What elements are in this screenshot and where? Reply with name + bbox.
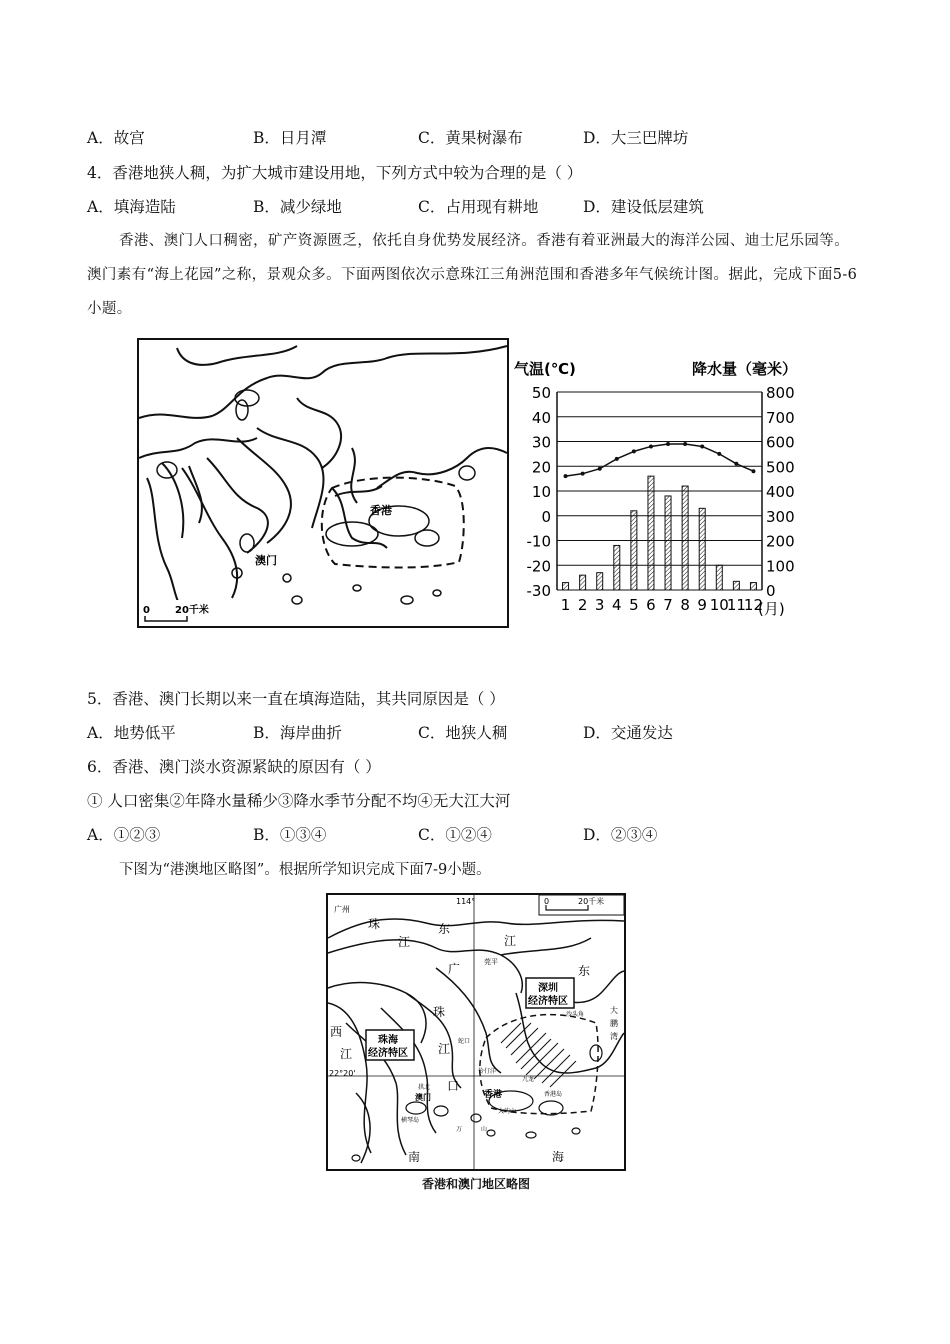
map2-char-dong1: 东 — [438, 922, 451, 936]
q5-option-d[interactable]: D．交通发达 — [583, 724, 673, 742]
map2-label-macau: 澳门 — [415, 1093, 431, 1102]
chart-temp-point — [700, 444, 704, 448]
chart-temp-point — [632, 449, 636, 453]
map2-label-lantau: 大屿山 — [498, 1108, 517, 1115]
q5-option-b[interactable]: B．海岸曲折 — [253, 724, 342, 742]
map2-scale-zero: 0 — [544, 897, 550, 906]
chart-y-right-tick: 800 — [766, 384, 795, 402]
map2-char-jiang4: 江 — [340, 1047, 353, 1061]
chart-y-right-tick: 700 — [766, 408, 795, 427]
q5-stem: 5．香港、澳门长期以来一直在填海造陆，其共同原因是（ ） — [87, 690, 505, 708]
q6-items: ① 人口密集②年降水量稀少③降水季节分配不均④无大江大河 — [87, 792, 511, 810]
chart-y-left-tick: -10 — [526, 532, 551, 551]
chart-y-right-label: 降水量（毫米） — [692, 360, 798, 378]
map2-label-hk-island: 香港岛 — [544, 1091, 563, 1098]
q6-option-d[interactable]: D．②③④ — [583, 826, 658, 844]
chart-precip-bar — [580, 575, 586, 590]
map2-char-zhu1: 珠 — [368, 917, 381, 931]
chart-y-left-tick: 30 — [531, 433, 551, 452]
map2-scale-label: 20千米 — [578, 897, 605, 906]
q4-option-b[interactable]: B．减少绿地 — [253, 198, 342, 216]
chart-temp-point — [649, 444, 653, 448]
chart-temp-polyline — [566, 444, 754, 476]
chart-precip-bar — [614, 545, 620, 590]
pearl-river-delta-map — [137, 338, 509, 628]
chart-x-tick: 3 — [594, 596, 605, 614]
chart-y-left-tick: 0 — [541, 507, 551, 526]
chart-x-tick: 10 — [709, 596, 729, 614]
map2-label-guangzhou: 广州 — [334, 905, 350, 914]
chart-x-tick: 8 — [680, 596, 690, 614]
map2-label-shekou: 蛇口 — [458, 1038, 471, 1045]
chart-y-right-tick: 600 — [766, 433, 795, 452]
chart-x-unit: (月) — [758, 600, 785, 618]
chart-y-right-tick: 0 — [766, 582, 776, 600]
q4-option-a[interactable]: A．填海造陆 — [87, 198, 176, 216]
map2-caption: 香港和澳门地区略图 — [421, 1177, 530, 1191]
chart-x-tick: 4 — [612, 596, 622, 614]
q3-option-d[interactable]: D．大三巴牌坊 — [583, 129, 689, 147]
q6-option-b[interactable]: B．①③④ — [253, 826, 327, 844]
chart-precip-bar — [733, 581, 739, 590]
q4-option-c[interactable]: C．占用现有耕地 — [418, 198, 539, 216]
chart-y-left-tick: 20 — [531, 458, 551, 477]
chart-grid — [557, 392, 762, 590]
chart-precip-bar — [682, 486, 688, 590]
map2-char-jiang1: 江 — [398, 935, 411, 949]
map2-label-dongguan: 莞平 — [484, 958, 498, 966]
q6-option-a[interactable]: A．①②③ — [87, 826, 161, 844]
chart-precip-bar — [563, 583, 569, 590]
q4-option-d[interactable]: D．建设低层建筑 — [583, 198, 704, 216]
map2-char-kou: 口 — [447, 1079, 460, 1093]
chart-y-left-tick: -30 — [526, 582, 551, 600]
map2-char-dong2: 东 — [578, 964, 591, 978]
map1-scale-zero: 0 — [143, 605, 150, 616]
chart-temp-point — [598, 467, 602, 471]
hk-macau-map — [326, 893, 626, 1171]
map2-label-gongbei: 拱北 — [418, 1084, 431, 1091]
map2-char-da: 大 — [610, 1006, 618, 1015]
intro-7-9: 下图为“港澳地区略图”。根据所学知识完成下面7-9小题。 — [119, 862, 491, 878]
q3-option-a[interactable]: A．故宫 — [87, 129, 145, 147]
chart-x-tick: 12 — [743, 596, 764, 614]
map1-label-macau: 澳门 — [255, 554, 277, 567]
map2-label-hengqin: 横琴岛 — [401, 1117, 420, 1124]
chart-y-right-tick: 300 — [766, 507, 795, 526]
map2-shenzhen-line2: 经济特区 — [528, 996, 568, 1007]
chart-precip-bar — [699, 508, 705, 590]
map2-label-kowloon: 九龙 — [522, 1076, 535, 1083]
map2-char-peng: 鹏 — [610, 1019, 618, 1028]
map2-char-xi: 西 — [330, 1025, 343, 1039]
chart-x-tick: 11 — [726, 596, 746, 614]
chart-y-left-tick: -20 — [526, 557, 551, 576]
chart-x-tick: 9 — [697, 596, 707, 614]
q5-option-c[interactable]: C．地狭人稠 — [418, 724, 508, 742]
chart-x-tick: 5 — [629, 596, 639, 614]
q3-option-c[interactable]: C．黄果树瀑布 — [418, 129, 523, 147]
map1-scale-label: 20千米 — [175, 605, 209, 616]
chart-y-right-tick: 500 — [766, 458, 795, 477]
chart-precip-bars — [563, 476, 757, 590]
map2-char-wan: 湾 — [610, 1032, 618, 1041]
hongkong-climate-chart — [512, 352, 830, 620]
q5-option-a[interactable]: A．地势低平 — [87, 724, 176, 742]
intro-5-6: 香港、澳门人口稠密，矿产资源匮乏，依托自身优势发展经济。香港有着亚洲最大的海洋公园、迪士尼乐园等。澳门素有“海上花园”之称，景观众多。下面两图依次示意珠江三角洲范围和香港多年气候统计图。据此，完成下面5-6小题。 — [87, 233, 858, 317]
chart-temp-point — [615, 457, 619, 461]
map2-label-shatoujiao: 沙头角 — [566, 1011, 585, 1018]
chart-temp-point — [564, 474, 568, 478]
chart-y-right-tick: 400 — [766, 483, 795, 501]
chart-temp-point — [717, 452, 721, 456]
map2-char-nan: 南 — [408, 1150, 421, 1164]
chart-precip-bar — [631, 511, 637, 590]
chart-temp-line — [564, 442, 756, 478]
chart-temp-point — [581, 472, 585, 476]
chart-precip-bar — [665, 496, 671, 590]
chart-x-tick: 7 — [663, 596, 673, 614]
chart-precip-bar — [597, 573, 603, 590]
map2-label-lon: 114° — [456, 897, 476, 906]
q3-option-b[interactable]: B．日月潭 — [253, 129, 327, 147]
map2-label-lingdingyang: 伶仃洋 — [478, 1068, 497, 1075]
map2-zhuhai-line1: 珠海 — [378, 1035, 398, 1046]
map2-label-shan: 山 — [481, 1126, 488, 1133]
chart-temp-point — [734, 462, 738, 466]
map2-char-jiang3: 江 — [438, 1042, 451, 1056]
chart-y-left-label: 气温(℃) — [514, 360, 576, 378]
q6-stem: 6．香港、澳门淡水资源紧缺的原因有（ ） — [87, 758, 381, 776]
map2-label-hongkong: 香港 — [484, 1090, 503, 1100]
chart-ticks — [527, 384, 795, 614]
map2-char-guang: 广 — [448, 962, 461, 976]
chart-temp-point — [666, 442, 670, 446]
q4-stem: 4．香港地狭人稠，为扩大城市建设用地，下列方式中较为合理的是（ ） — [87, 164, 583, 182]
chart-precip-bar — [648, 476, 654, 590]
map2-zhuhai-line2: 经济特区 — [368, 1048, 408, 1059]
chart-x-tick: 2 — [577, 596, 588, 614]
chart-y-right-tick: 100 — [766, 557, 795, 576]
chart-temp-point — [683, 442, 687, 446]
chart-y-left-tick: 50 — [531, 384, 551, 402]
map2-char-zhu2: 珠 — [433, 1005, 446, 1019]
map2-label-wan: 万 — [456, 1126, 463, 1133]
chart-precip-bar — [750, 583, 756, 590]
chart-y-left-tick: 10 — [531, 483, 551, 501]
chart-y-left-tick: 40 — [531, 408, 551, 427]
chart-precip-bar — [716, 565, 722, 590]
chart-y-right-tick: 200 — [766, 532, 795, 551]
q6-option-c[interactable]: C．①②④ — [418, 826, 492, 844]
chart-x-tick: 6 — [646, 596, 656, 614]
chart-x-tick: 1 — [560, 596, 571, 614]
map1-label-hongkong: 香港 — [370, 504, 392, 517]
map2-shenzhen-line1: 深圳 — [538, 983, 558, 994]
chart-temp-point — [751, 469, 755, 473]
map2-label-lat: 22°20' — [329, 1069, 356, 1078]
map2-char-hai: 海 — [552, 1150, 565, 1164]
map2-char-jiang2: 江 — [504, 934, 517, 948]
